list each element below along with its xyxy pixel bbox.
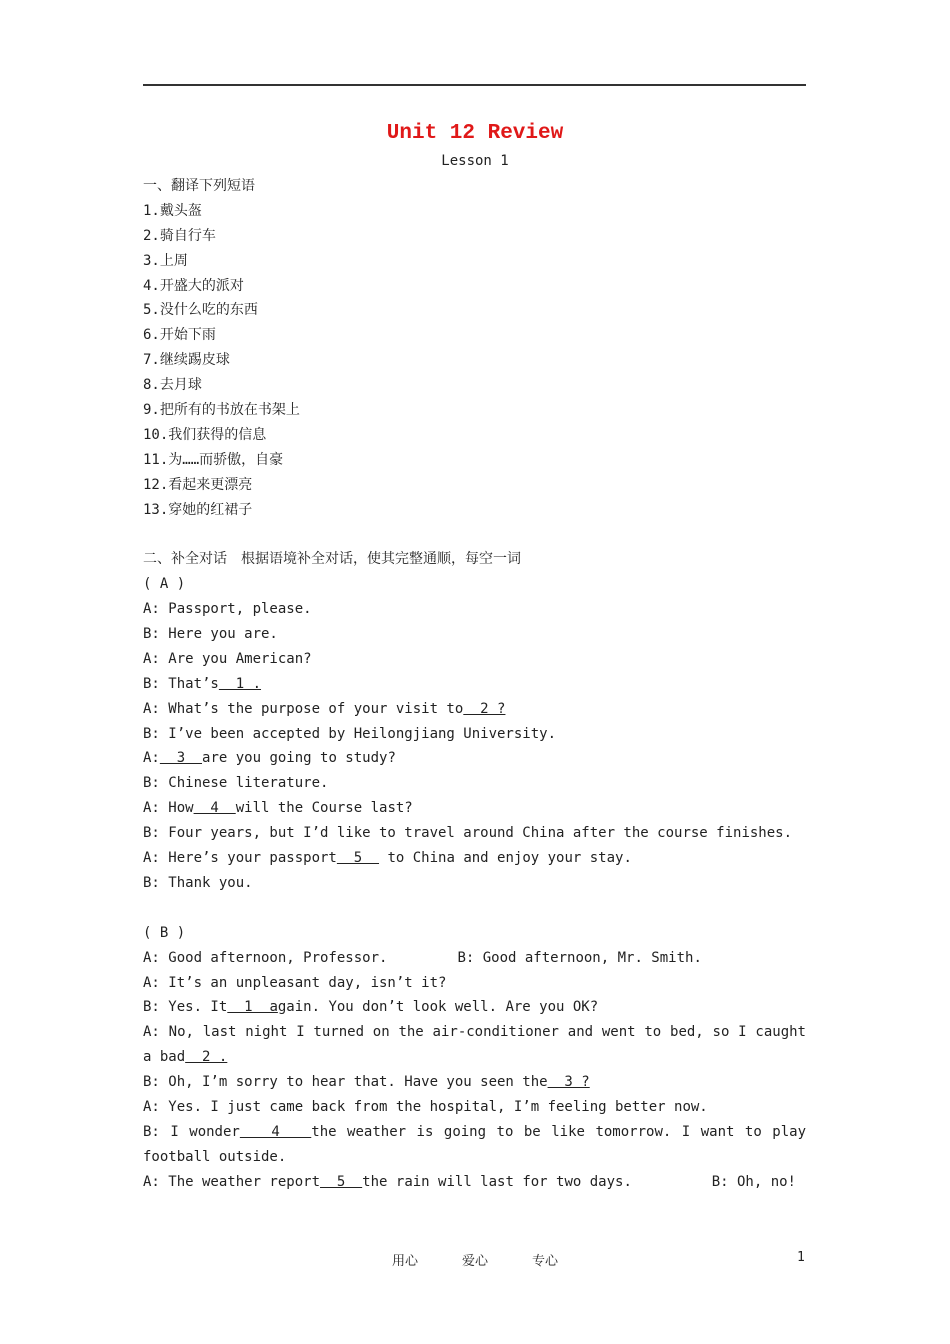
dialogue-b-label: ( B ) <box>143 924 186 941</box>
dialogue-text: B: Oh, I’m sorry to hear that. Have you seen the <box>143 1074 548 1091</box>
dialogue-line: B: Here you are. <box>143 626 278 643</box>
dialogue-text: A: <box>143 750 160 767</box>
page-title: Unit 12 Review <box>386 122 564 145</box>
dialogue-text: B: That’s <box>143 675 219 692</box>
phrase-item: 10.我们获得的信息 <box>143 426 267 443</box>
section1-heading: 一、翻译下列短语 <box>143 178 255 194</box>
dialogue-text: A: How <box>143 800 194 817</box>
dialogue-line <box>143 1170 806 1195</box>
spacer <box>143 522 806 547</box>
blank-5: 5 <box>320 1173 363 1190</box>
page-number: 1 <box>797 1250 805 1265</box>
dialogue-line <box>143 746 806 771</box>
dialogue-line: B: Thank you. <box>143 874 253 891</box>
dialogue-line <box>143 1045 806 1070</box>
dialogue-line <box>143 672 806 697</box>
phrase-item: 3.上周 <box>143 252 188 269</box>
dialogue-text: B: Oh, no! <box>711 1173 796 1190</box>
dialogue-line <box>143 946 806 971</box>
blank-1: 1 a <box>227 999 278 1016</box>
dialogue-line <box>143 995 806 1020</box>
dialogue-text: gain. You don’t look well. Are you OK? <box>277 999 599 1016</box>
dialogue-text: A: Here’s your passport <box>143 850 337 867</box>
dialogue-line: B: I’ve been accepted by Heilongjiang University. <box>143 725 557 742</box>
dialogue-line: A: Are you American? <box>143 650 312 667</box>
dialogue-line: A: It’s an unpleasant day, isn’t it? <box>143 974 447 991</box>
dialogue-text: B: Yes. It <box>143 999 228 1016</box>
dialogue-text: to China and enjoy your stay. <box>379 850 632 867</box>
dialogue-line: football outside. <box>143 1148 287 1165</box>
dialogue-text: the rain will last for two days. <box>362 1173 632 1190</box>
dialogue-text: a bad <box>143 1049 186 1066</box>
dialogue-line: A: No, last night I turned on the air-conditioner and went to bed, so I caught <box>143 1024 806 1041</box>
header-rule <box>143 84 806 86</box>
dialogue-text: are you going to study? <box>202 750 396 767</box>
dialogue-text: A: What’s the purpose of your visit to <box>143 700 464 717</box>
blank-1: 1 . <box>218 675 262 692</box>
page-subtitle: Lesson 1 <box>441 153 509 169</box>
dialogue-line: A: Yes. I just came back from the hospital, I’m feeling better now. <box>143 1098 708 1115</box>
dialogue-line: B: Chinese literature. <box>143 775 329 792</box>
phrase-item: 2.骑自行车 <box>143 227 216 244</box>
dialogue-text: the weather is going to be like tomorrow. I want to play <box>311 1123 806 1140</box>
footer-word: 专心 <box>532 1254 559 1269</box>
phrase-item: 11.为……而骄傲，自豪 <box>143 451 284 468</box>
dialogue-text: will the Course last? <box>235 800 413 817</box>
phrase-item: 13.穿她的红裙子 <box>143 501 253 518</box>
section2-heading: 二、补全对话 根据语境补全对话，使其完整通顺，每空一词 <box>143 551 521 568</box>
phrase-item: 12.看起来更漂亮 <box>143 476 253 493</box>
blank-2: 2 ? <box>463 700 506 717</box>
page-footer <box>0 1250 950 1269</box>
dialogue-line: A: Passport, please. <box>143 601 312 618</box>
dialogue-line <box>143 1070 806 1095</box>
phrase-item: 7.继续踢皮球 <box>143 352 230 369</box>
dialogue-line <box>143 846 806 871</box>
blank-3: 3 <box>159 750 203 767</box>
blank-4: 4 <box>193 800 236 817</box>
phrase-item: 6.开始下雨 <box>143 327 216 344</box>
phrase-item: 5.没什么吃的东西 <box>143 302 258 319</box>
blank-5: 5 <box>336 850 380 867</box>
dialogue-line <box>143 697 806 722</box>
phrase-item: 8.去月球 <box>143 377 202 394</box>
footer-word: 爱心 <box>461 1254 488 1269</box>
spacer <box>143 896 806 921</box>
blank-2: 2 . <box>185 1049 228 1066</box>
blank-4: 4 <box>239 1123 312 1140</box>
dialogue-line: B: Four years, but I’d like to travel around China after the course finishes. <box>143 825 793 842</box>
phrase-item: 1.戴头盔 <box>143 202 202 219</box>
dialogue-a-label: ( A ) <box>143 576 186 593</box>
phrase-item: 9.把所有的书放在书架上 <box>143 402 300 419</box>
blank-3: 3 ? <box>547 1074 590 1091</box>
dialogue-text-group <box>143 1170 632 1195</box>
phrase-item: 4.开盛大的派对 <box>143 277 244 294</box>
document-body <box>143 174 806 1195</box>
dialogue-text: B: Good afternoon, Mr. Smith. <box>457 949 702 966</box>
dialogue-text: A: The weather report <box>143 1173 321 1190</box>
dialogue-text: A: Good afternoon, Professor. <box>143 949 388 966</box>
dialogue-line <box>143 796 806 821</box>
footer-word: 用心 <box>391 1254 418 1269</box>
dialogue-text: B: I wonder <box>143 1123 240 1140</box>
dialogue-line <box>143 1120 806 1145</box>
